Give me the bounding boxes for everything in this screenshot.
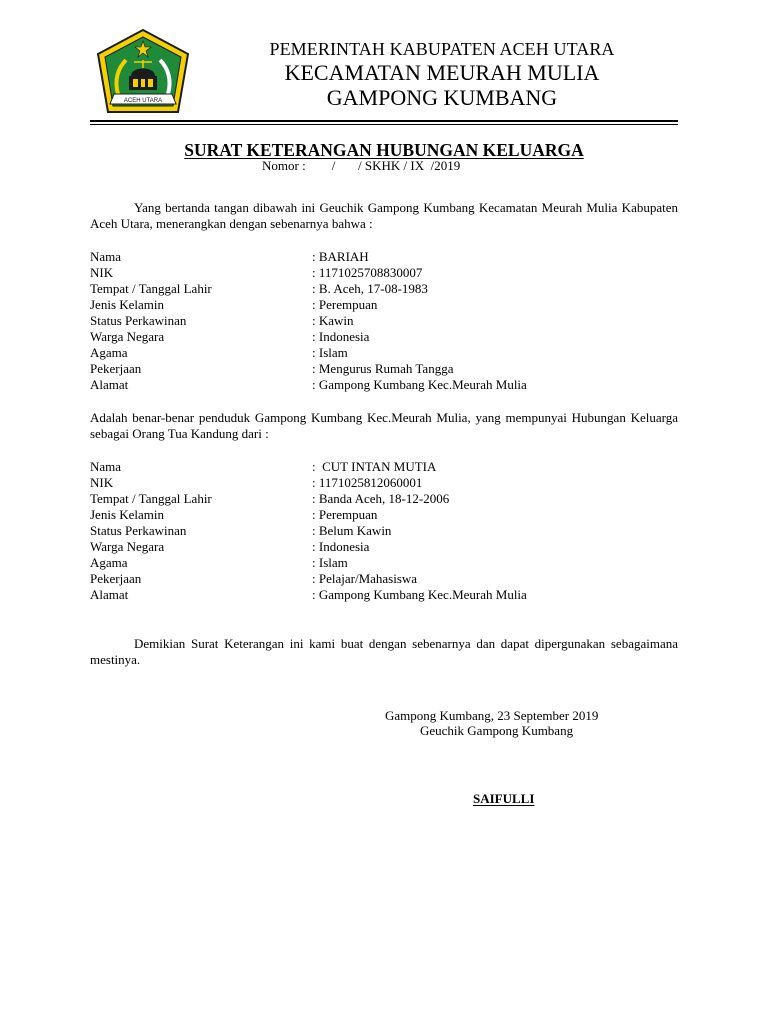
letterhead-divider-thin [90,124,678,125]
relationship-paragraph: Adalah benar-benar penduduk Gampong Kumbang Kec.Meurah Mulia, yang mempunyai Hubungan Keluarga sebagai Orang Tua Kandung dari : [90,410,678,441]
closing-paragraph: Demikian Surat Keterangan ini kami buat dengan sebenarnya dan dapat dipergunakan sebagaimana mestinya. [90,636,678,667]
detail-value: : B. Aceh, 17-08-1983 [312,281,428,296]
detail-row [90,345,678,361]
detail-row [90,329,678,345]
emblem-ribbon-text: ACEH UTARA [123,98,163,104]
detail-value: : Banda Aceh, 18-12-2006 [312,491,450,506]
detail-value: : Mengurus Rumah Tangga [312,361,454,376]
detail-value: : Gampong Kumbang Kec.Meurah Mulia [312,377,527,392]
detail-label: Status Perkawinan [90,523,187,538]
detail-label: Alamat [90,587,129,602]
letterhead-district: KECAMATAN MEURAH MULIA [284,59,600,85]
letterhead-divider-thick [90,120,678,122]
detail-value: : Islam [312,555,348,570]
detail-row [90,555,678,571]
detail-label: Nama [90,249,122,264]
detail-row [90,459,678,475]
detail-row [90,297,678,313]
detail-value: : Kawin [312,313,354,328]
aceh-utara-emblem [96,28,190,114]
detail-label: Jenis Kelamin [90,297,165,312]
detail-row [90,377,678,393]
detail-label: Tempat / Tanggal Lahir [90,491,212,506]
signature-place-date: Gampong Kumbang, 23 September 2019 [385,708,599,723]
detail-label: Status Perkawinan [90,313,187,328]
letterhead-government: PEMERINTAH KABUPATEN ACEH UTARA [269,39,615,59]
detail-row [90,523,678,539]
detail-label: Nama [90,459,122,474]
detail-label: Alamat [90,377,129,392]
detail-label: NIK [90,475,114,490]
child-details [90,459,678,603]
detail-label: Pekerjaan [90,571,142,586]
letterhead-village: GAMPONG KUMBANG [326,84,558,110]
detail-row [90,475,678,491]
detail-row [90,281,678,297]
letterhead [196,40,688,109]
detail-row [90,571,678,587]
detail-value: : BARIAH [312,249,369,264]
detail-row [90,587,678,603]
detail-label: NIK [90,265,114,280]
detail-value: : CUT INTAN MUTIA [312,459,437,474]
detail-value: : 1171025708830007 [312,265,423,280]
detail-value: : Pelajar/Mahasiswa [312,571,418,586]
detail-label: Tempat / Tanggal Lahir [90,281,212,296]
detail-row [90,491,678,507]
detail-value: : Islam [312,345,348,360]
detail-label: Jenis Kelamin [90,507,165,522]
detail-row [90,507,678,523]
intro-paragraph: Yang bertanda tangan dibawah ini Geuchik Gampong Kumbang Kecamatan Meurah Mulia Kabupaten Aceh Utara, menerangkan dengan sebenarnya bahwa : [90,200,678,231]
detail-value: : Perempuan [312,507,378,522]
detail-row [90,313,678,329]
document-title: SURAT KETERANGAN HUBUNGAN KELUARGA [184,140,584,160]
detail-value: : Belum Kawin [312,523,392,538]
detail-label: Warga Negara [90,329,165,344]
detail-value: : Gampong Kumbang Kec.Meurah Mulia [312,587,527,602]
detail-label: Agama [90,345,128,360]
detail-value: : Indonesia [312,539,370,554]
detail-row [90,265,678,281]
detail-value: : 1171025812060001 [312,475,423,490]
detail-label: Agama [90,555,128,570]
document-number: Nomor : / / SKHK / IX /2019 [262,158,461,173]
signatory-name: SAIFULLI [473,791,535,806]
parent-details [90,249,678,393]
detail-row [90,539,678,555]
detail-value: : Indonesia [312,329,370,344]
detail-row [90,361,678,377]
detail-value: : Perempuan [312,297,378,312]
detail-label: Warga Negara [90,539,165,554]
detail-row [90,249,678,265]
signature-role: Geuchik Gampong Kumbang [420,723,574,738]
detail-label: Pekerjaan [90,361,142,376]
